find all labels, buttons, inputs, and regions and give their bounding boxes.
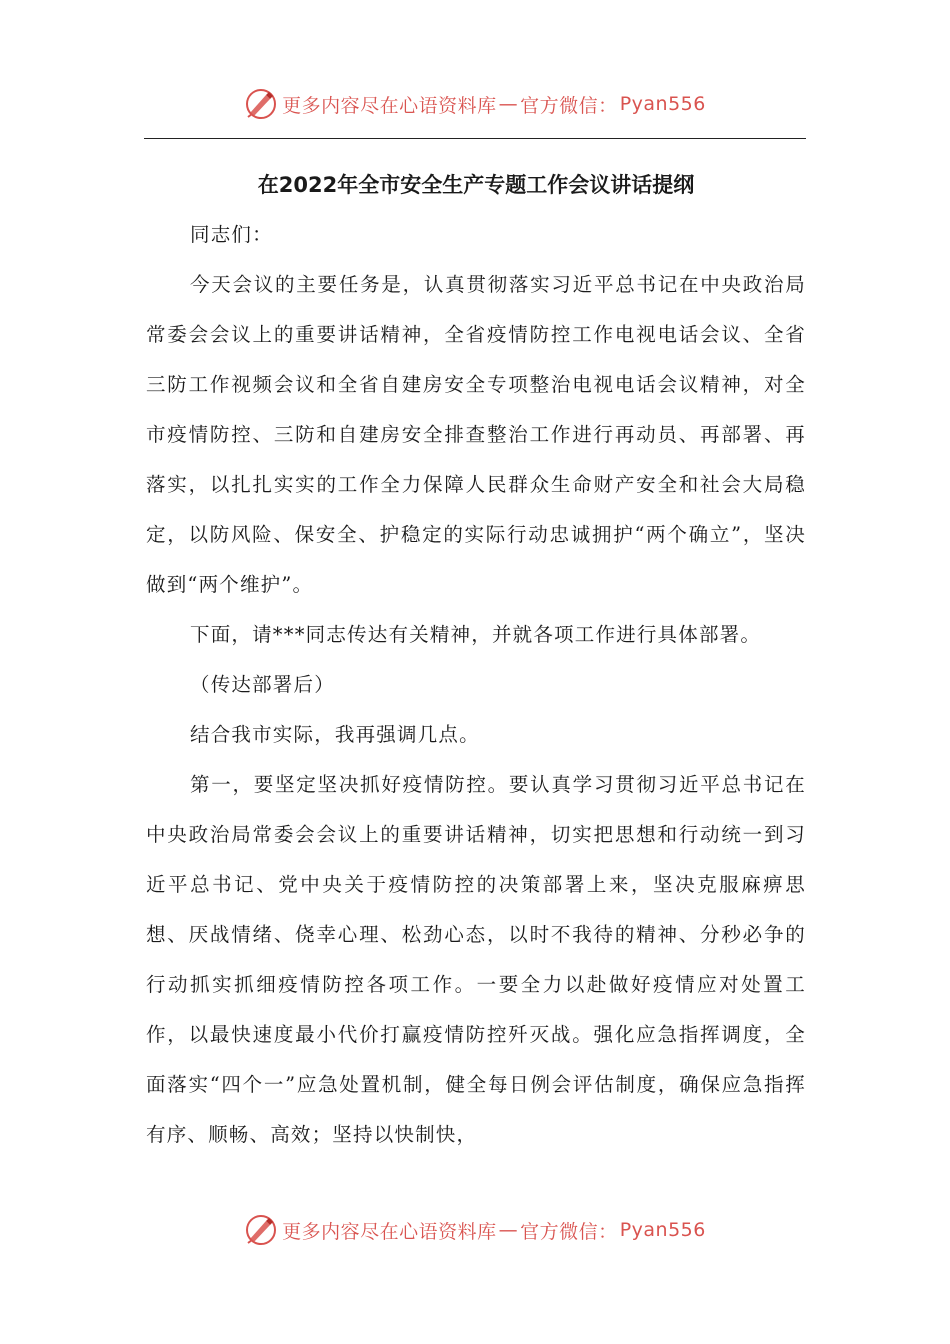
document-title: 在2022年全市安全生产专题工作会议讲话提纲 — [257, 173, 695, 197]
paragraph: 第一，要坚定坚决抓好疫情防控。要认真学习贯彻习近平总书记在中央政治局常委会会议上的重要讲话精神，切实把思想和行动统一到习近平总书记、党中央关于疫情防控的决策部署上来，坚决克服麻痹思想、厌战情绪、侥幸心理、松劲心态，以时不我待的精神、分秒必争的行动抓实抓细疫情防控各项工作。一要全力以赴做好疫情应对处置工作，以最快速度最小代价打赢疫情防控歼灭战。强化应急指挥调度，全面落实“四个一”应急处置机制，健全每日例会评估制度，确保应急指挥有序、顺畅、高效；坚持以快制快， — [146, 773, 806, 1146]
document-body — [146, 160, 806, 1160]
paragraph: 下面，请***同志传达有关精神，并就各项工作进行具体部署。 — [190, 623, 762, 646]
paragraph: （传达部署后） — [190, 673, 335, 696]
banner-separator: — — [498, 1219, 519, 1241]
paragraph: 今天会议的主要任务是，认真贯彻落实习近平总书记在中央政治局常委会会议上的重要讲话精神，全省疫情防控工作电视电话会议、全省三防工作视频会议和全省自建房安全专项整治电视电话会议精神，对全市疫情防控、三防和自建房安全排查整治工作进行再动员、再部署、再落实，以扎扎实实的工作全力保障人民群众生命财产安全和社会大局稳定，以防风险、保安全、护稳定的实际行动忠诚拥护“两个确立”，坚决做到“两个维护”。 — [146, 273, 806, 596]
footer-watermark-banner — [0, 1210, 950, 1250]
banner-text: 更多内容尽在心语资料库 — [282, 94, 497, 117]
header-watermark-banner — [0, 84, 950, 124]
banner-separator: — — [498, 93, 519, 115]
banner-text: 更多内容尽在心语资料库 — [282, 1220, 497, 1243]
salutation: 同志们： — [190, 223, 273, 246]
banner-label: 官方微信： — [520, 94, 618, 117]
pen-circle-logo-icon — [244, 87, 278, 121]
header-divider — [144, 138, 806, 139]
pen-circle-logo-icon — [244, 1213, 278, 1247]
banner-handle: Pyan556 — [619, 93, 706, 115]
banner-handle: Pyan556 — [619, 1219, 706, 1241]
paragraph: 结合我市实际，我再强调几点。 — [190, 723, 480, 746]
banner-label: 官方微信： — [520, 1220, 618, 1243]
